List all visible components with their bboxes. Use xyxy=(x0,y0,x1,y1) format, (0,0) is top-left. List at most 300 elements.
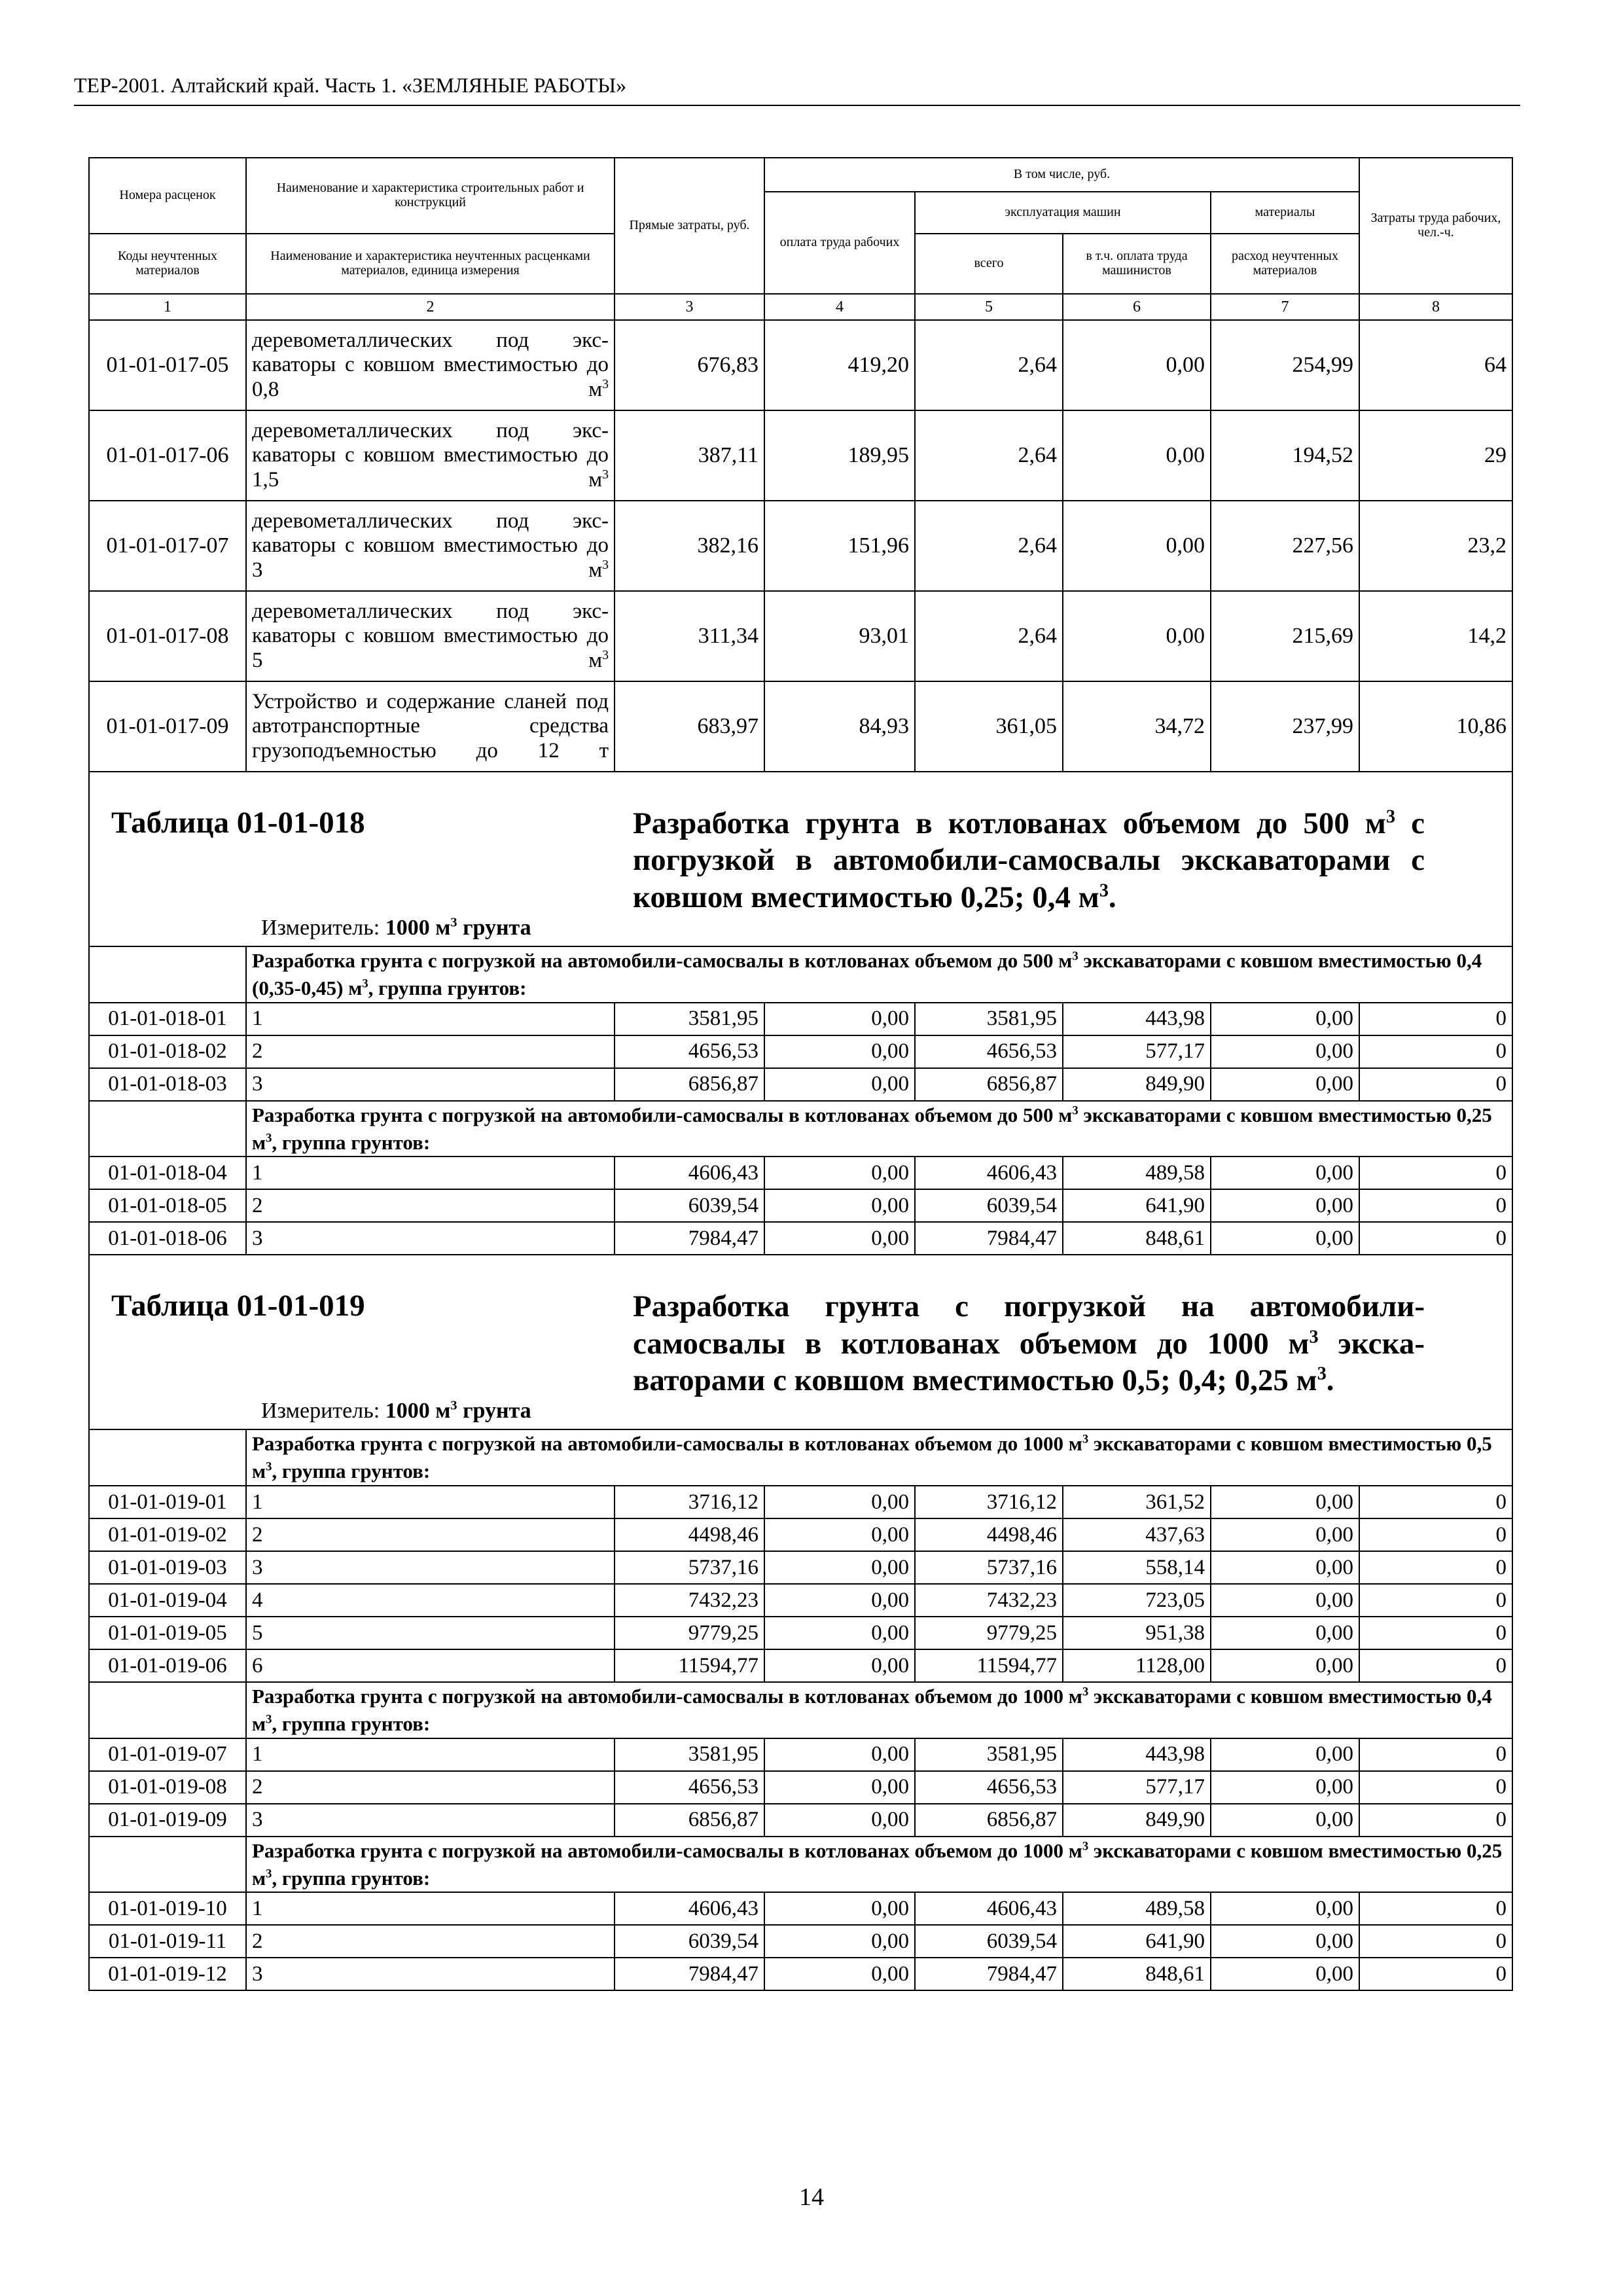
soil-group: 1 xyxy=(246,1486,615,1518)
rate-c3: 6039,54 xyxy=(615,1189,764,1222)
rate-c6: 951,38 xyxy=(1063,1617,1211,1649)
title-sup: 3 xyxy=(1385,806,1396,827)
rate-c8: 0 xyxy=(1359,1738,1512,1771)
rate-c8: 0 xyxy=(1359,1035,1512,1068)
soil-group: 3 xyxy=(246,1804,615,1837)
soil-group: 2 xyxy=(246,1771,615,1804)
soil-group: 2 xyxy=(246,1035,615,1068)
rate-code: 01-01-018-04 xyxy=(89,1157,246,1189)
rate-c7: 0,00 xyxy=(1211,1068,1359,1101)
unit-label: Измеритель: xyxy=(261,916,385,940)
rate-c8: 0 xyxy=(1359,1804,1512,1837)
rate-code: 01-01-019-03 xyxy=(89,1551,246,1584)
rate-row xyxy=(89,1035,1512,1068)
rate-c3: 4606,43 xyxy=(615,1892,764,1925)
rate-c6: 443,98 xyxy=(1063,1738,1211,1771)
section-title xyxy=(246,1682,1512,1738)
rate-row xyxy=(89,1771,1512,1804)
rate-row xyxy=(89,1738,1512,1771)
table-01-01-018-unit xyxy=(261,916,531,941)
rate-c4: 0,00 xyxy=(764,1771,915,1804)
header-col4: оплата труда рабочих xyxy=(764,192,915,294)
rate-c8: 0 xyxy=(1359,1584,1512,1617)
rate-code: 01-01-019-01 xyxy=(89,1486,246,1518)
rate-c3: 683,97 xyxy=(615,681,764,772)
rate-c3: 6856,87 xyxy=(615,1068,764,1101)
title-text: Разработка грунта с погрузкой на автомобили-самосвалы в котлованах объемом до 1000 м xyxy=(633,1289,1425,1361)
rate-c8: 0 xyxy=(1359,1925,1512,1958)
header-col3: Прямые затраты, руб. xyxy=(615,158,764,294)
column-number: 3 xyxy=(615,294,764,320)
table-01-01-019-number: Таблица 01-01-019 xyxy=(111,1289,365,1323)
rate-row xyxy=(89,1925,1512,1958)
header-rule xyxy=(74,105,1520,106)
rate-code: 01-01-019-02 xyxy=(89,1518,246,1551)
table-01-01-019-head-row xyxy=(89,1255,1512,1429)
section-sup: 3 xyxy=(1082,1685,1089,1699)
rate-c7: 254,99 xyxy=(1211,320,1359,410)
section-title xyxy=(246,1429,1512,1486)
rate-c7: 215,69 xyxy=(1211,591,1359,681)
rate-name xyxy=(246,501,615,591)
table-01-01-018-title xyxy=(633,805,1425,916)
column-number: 1 xyxy=(89,294,246,320)
section-title xyxy=(246,946,1512,1003)
unit-sup: 3 xyxy=(450,915,457,930)
unit-value-text: грунта xyxy=(457,1399,531,1424)
section-title-text: Разработка грунта с погрузкой на автомобили-самосвалы в котлованах объемом до 1000 м xyxy=(252,1685,1082,1708)
rate-c6: 0,00 xyxy=(1063,501,1211,591)
rate-c5: 6856,87 xyxy=(915,1068,1063,1101)
header-col1-bottom: Коды неучтенных материалов xyxy=(89,234,246,294)
rate-c6: 1128,00 xyxy=(1063,1649,1211,1682)
header-col8: Затраты труда рабочих, чел.-ч. xyxy=(1359,158,1512,294)
section-sup: 3 xyxy=(266,1131,272,1145)
rate-code: 01-01-019-07 xyxy=(89,1738,246,1771)
rate-name-sup: 3 xyxy=(602,376,609,391)
rate-c5: 9779,25 xyxy=(915,1617,1063,1649)
rate-c3: 4498,46 xyxy=(615,1518,764,1551)
soil-group: 6 xyxy=(246,1649,615,1682)
rate-c8: 23,2 xyxy=(1359,501,1512,591)
rate-code: 01-01-019-12 xyxy=(89,1958,246,1990)
rate-c7: 0,00 xyxy=(1211,1925,1359,1958)
rate-name-text: деревометаллических под экскаваторы с ковшом вместимостью до 0,8 м xyxy=(252,328,609,401)
rate-name-sup: 3 xyxy=(602,467,609,482)
rate-name xyxy=(246,681,615,772)
rate-name-text: Устройство и содержание сланей под автотранспортные средства грузоподъемностью до 12 т xyxy=(252,689,609,762)
rate-c4: 84,93 xyxy=(764,681,915,772)
rate-c6: 848,61 xyxy=(1063,1958,1211,1990)
section-code-empty xyxy=(89,1682,246,1738)
rate-c5: 6856,87 xyxy=(915,1804,1063,1837)
rate-c3: 5737,16 xyxy=(615,1551,764,1584)
rate-c7: 0,00 xyxy=(1211,1617,1359,1649)
rate-c6: 0,00 xyxy=(1063,591,1211,681)
rate-c3: 7984,47 xyxy=(615,1222,764,1255)
rate-row xyxy=(89,1068,1512,1101)
table-01-01-019-head-wrap xyxy=(95,1255,1507,1429)
rate-c5: 6039,54 xyxy=(915,1189,1063,1222)
title-sup: 3 xyxy=(1309,1327,1319,1348)
section-title xyxy=(246,1837,1512,1893)
rate-c5: 5737,16 xyxy=(915,1551,1063,1584)
header-row-1 xyxy=(89,158,1512,192)
rate-c7: 227,56 xyxy=(1211,501,1359,591)
rate-c5: 4498,46 xyxy=(915,1518,1063,1551)
rate-row xyxy=(89,591,1512,681)
rate-code: 01-01-019-05 xyxy=(89,1617,246,1649)
column-number: 5 xyxy=(915,294,1063,320)
rate-c4: 0,00 xyxy=(764,1003,915,1035)
rate-c6: 577,17 xyxy=(1063,1771,1211,1804)
rate-c8: 29 xyxy=(1359,410,1512,501)
section-title-text: Разработка грунта с погрузкой на автомобили-самосвалы в котлованах объемом до 1000 м xyxy=(252,1839,1082,1862)
rate-row xyxy=(89,1649,1512,1682)
table-01-01-018-head-row xyxy=(89,772,1512,946)
rate-c4: 189,95 xyxy=(764,410,915,501)
column-number-row xyxy=(89,294,1512,320)
rate-c6: 489,58 xyxy=(1063,1157,1211,1189)
rate-c8: 0 xyxy=(1359,1551,1512,1584)
rate-c6: 848,61 xyxy=(1063,1222,1211,1255)
rate-c4: 419,20 xyxy=(764,320,915,410)
rate-row xyxy=(89,1892,1512,1925)
header-col7: расход неучтенных материалов xyxy=(1211,234,1359,294)
soil-group: 1 xyxy=(246,1003,615,1035)
section-title-text: , группа грунтов: xyxy=(272,1130,431,1154)
soil-group: 2 xyxy=(246,1925,615,1958)
rate-c3: 4656,53 xyxy=(615,1771,764,1804)
rate-name xyxy=(246,591,615,681)
section-sup: 3 xyxy=(1082,1433,1089,1447)
rate-c3: 387,11 xyxy=(615,410,764,501)
rate-c7: 0,00 xyxy=(1211,1003,1359,1035)
soil-group: 2 xyxy=(246,1189,615,1222)
rate-c4: 93,01 xyxy=(764,591,915,681)
rate-c6: 437,63 xyxy=(1063,1518,1211,1551)
section-row xyxy=(89,1837,1512,1893)
page-header: ТЕР-2001. Алтайский край. Часть 1. «ЗЕМЛЯНЫЕ РАБОТЫ» xyxy=(74,73,627,97)
rate-c5: 7984,47 xyxy=(915,1958,1063,1990)
rate-c7: 0,00 xyxy=(1211,1157,1359,1189)
section-sup: 3 xyxy=(1072,949,1079,963)
rate-code: 01-01-019-04 xyxy=(89,1584,246,1617)
column-number: 8 xyxy=(1359,294,1512,320)
column-number: 6 xyxy=(1063,294,1211,320)
rate-c5: 361,05 xyxy=(915,681,1063,772)
rate-c5: 2,64 xyxy=(915,410,1063,501)
rate-c7: 0,00 xyxy=(1211,1189,1359,1222)
section-title-text: Разработка грунта с погрузкой на автомобили-самосвалы в котлованах объемом до 1000 м xyxy=(252,1432,1082,1456)
rate-name-text: деревометаллических под экскаваторы с ковшом вместимостью до 1,5 м xyxy=(252,418,609,492)
rate-c6: 34,72 xyxy=(1063,681,1211,772)
rate-row xyxy=(89,1222,1512,1255)
rate-code: 01-01-018-01 xyxy=(89,1003,246,1035)
rate-row xyxy=(89,681,1512,772)
rate-name-sup: 3 xyxy=(602,647,609,662)
rate-c5: 4606,43 xyxy=(915,1892,1063,1925)
rate-name-sup: 3 xyxy=(602,557,609,572)
rate-row xyxy=(89,501,1512,591)
rate-c7: 0,00 xyxy=(1211,1649,1359,1682)
rate-c5: 6039,54 xyxy=(915,1925,1063,1958)
rate-row xyxy=(89,1518,1512,1551)
rate-c6: 641,90 xyxy=(1063,1925,1211,1958)
rate-c5: 7984,47 xyxy=(915,1222,1063,1255)
rate-code: 01-01-019-11 xyxy=(89,1925,246,1958)
title-text: Разработка грунта в котлованах объемом до 500 м xyxy=(633,806,1386,840)
rate-c4: 0,00 xyxy=(764,1617,915,1649)
section-sup: 3 xyxy=(362,977,368,991)
unit-sup: 3 xyxy=(450,1399,457,1414)
rate-c7: 194,52 xyxy=(1211,410,1359,501)
rate-c3: 6039,54 xyxy=(615,1925,764,1958)
rate-c8: 0 xyxy=(1359,1486,1512,1518)
rate-row xyxy=(89,1617,1512,1649)
section-title-text: экскаваторами с ковшом вместимостью 0,25 м xyxy=(252,1103,1492,1154)
rate-c4: 0,00 xyxy=(764,1518,915,1551)
rate-c6: 0,00 xyxy=(1063,410,1211,501)
rate-c3: 3716,12 xyxy=(615,1486,764,1518)
rate-c5: 2,64 xyxy=(915,591,1063,681)
rate-c7: 0,00 xyxy=(1211,1584,1359,1617)
rate-c7: 0,00 xyxy=(1211,1222,1359,1255)
rate-row xyxy=(89,1958,1512,1990)
section-sup: 3 xyxy=(266,1460,272,1474)
rate-c8: 0 xyxy=(1359,1892,1512,1925)
rate-c7: 0,00 xyxy=(1211,1035,1359,1068)
rate-c8: 0 xyxy=(1359,1649,1512,1682)
rate-c8: 64 xyxy=(1359,320,1512,410)
rate-c4: 0,00 xyxy=(764,1157,915,1189)
rate-code: 01-01-019-08 xyxy=(89,1771,246,1804)
rate-c3: 3581,95 xyxy=(615,1003,764,1035)
rate-c8: 0 xyxy=(1359,1068,1512,1101)
table-01-01-019-title xyxy=(633,1288,1425,1399)
section-title-text: Разработка грунта с погрузкой на автомобили-самосвалы в котлованах объемом до 500 м xyxy=(252,1103,1073,1126)
section-code-empty xyxy=(89,946,246,1003)
table-01-01-019-head xyxy=(89,1255,1512,1429)
rate-c8: 0 xyxy=(1359,1157,1512,1189)
section-row xyxy=(89,1429,1512,1486)
rate-c5: 4656,53 xyxy=(915,1771,1063,1804)
title-text: с погрузкой в автомобили-самосвалы экскаваторами с ковшом вместимостью 0,25; 0,4 м xyxy=(633,806,1425,914)
rate-c3: 7432,23 xyxy=(615,1584,764,1617)
rate-c6: 558,14 xyxy=(1063,1551,1211,1584)
rate-c4: 0,00 xyxy=(764,1035,915,1068)
rate-c7: 0,00 xyxy=(1211,1486,1359,1518)
title-sup: 3 xyxy=(1099,880,1109,901)
rate-c5: 4606,43 xyxy=(915,1157,1063,1189)
rate-c7: 0,00 xyxy=(1211,1771,1359,1804)
rate-row xyxy=(89,1804,1512,1837)
rate-c6: 641,90 xyxy=(1063,1189,1211,1222)
rate-c3: 4606,43 xyxy=(615,1157,764,1189)
rate-c3: 3581,95 xyxy=(615,1738,764,1771)
rate-c7: 0,00 xyxy=(1211,1892,1359,1925)
soil-group: 2 xyxy=(246,1518,615,1551)
rate-code: 01-01-019-06 xyxy=(89,1649,246,1682)
unit-value-text: грунта xyxy=(457,916,531,940)
rate-name-text: деревометаллических под экскаваторы с ковшом вместимостью до 5 м xyxy=(252,599,609,672)
unit-value xyxy=(385,1399,531,1423)
header-materials: материалы xyxy=(1211,192,1359,234)
rate-row xyxy=(89,410,1512,501)
rate-c4: 0,00 xyxy=(764,1649,915,1682)
rate-c4: 151,96 xyxy=(764,501,915,591)
rate-c5: 3581,95 xyxy=(915,1738,1063,1771)
unit-value xyxy=(385,916,531,940)
rate-code: 01-01-017-07 xyxy=(89,501,246,591)
rate-c8: 0 xyxy=(1359,1518,1512,1551)
rate-c8: 10,86 xyxy=(1359,681,1512,772)
rate-c4: 0,00 xyxy=(764,1925,915,1958)
header-col2-top: Наименование и характеристика строительных работ и конструкций xyxy=(246,158,615,234)
section-code-empty xyxy=(89,1101,246,1157)
rate-c8: 14,2 xyxy=(1359,591,1512,681)
section-title-text: экскаваторами с ковшом вместимостью 0,4 (0,35-0,45) м xyxy=(252,949,1482,999)
header-in-total: В том числе, руб. xyxy=(764,158,1359,192)
title-text: . xyxy=(1326,1363,1334,1398)
rate-row xyxy=(89,1486,1512,1518)
rate-c7: 0,00 xyxy=(1211,1518,1359,1551)
table-01-01-018-head xyxy=(89,772,1512,946)
section-sup: 3 xyxy=(266,1867,272,1881)
soil-group: 3 xyxy=(246,1222,615,1255)
section-sup: 3 xyxy=(266,1712,272,1727)
rate-c4: 0,00 xyxy=(764,1068,915,1101)
section-title-text: Разработка грунта с погрузкой на автомобили-самосвалы в котлованах объемом до 500 м xyxy=(252,949,1073,972)
rate-row xyxy=(89,1584,1512,1617)
rate-code: 01-01-018-05 xyxy=(89,1189,246,1222)
rate-c5: 3716,12 xyxy=(915,1486,1063,1518)
section-code-empty xyxy=(89,1429,246,1486)
rate-c6: 723,05 xyxy=(1063,1584,1211,1617)
rate-c8: 0 xyxy=(1359,1771,1512,1804)
column-number: 4 xyxy=(764,294,915,320)
section-title-text: экскаваторами с ковшом вместимостью 0,4 м xyxy=(252,1685,1492,1735)
rate-c7: 0,00 xyxy=(1211,1738,1359,1771)
section-title xyxy=(246,1101,1512,1157)
header-col5: всего xyxy=(915,234,1063,294)
rate-c5: 2,64 xyxy=(915,501,1063,591)
rate-code: 01-01-019-09 xyxy=(89,1804,246,1837)
rate-c7: 0,00 xyxy=(1211,1958,1359,1990)
rate-c4: 0,00 xyxy=(764,1584,915,1617)
section-sup: 3 xyxy=(1082,1839,1089,1854)
rate-c4: 0,00 xyxy=(764,1738,915,1771)
table-01-01-019-unit xyxy=(261,1399,531,1424)
rate-c3: 4656,53 xyxy=(615,1035,764,1068)
column-number: 7 xyxy=(1211,294,1359,320)
soil-group: 1 xyxy=(246,1157,615,1189)
unit-value-text: 1000 м xyxy=(385,916,451,940)
section-title-text: , группа грунтов: xyxy=(272,1866,431,1890)
page-number: 14 xyxy=(799,2183,824,2211)
rate-c4: 0,00 xyxy=(764,1486,915,1518)
header-col2-bottom: Наименование и характеристика неучтенных расценками материалов, единица измерения xyxy=(246,234,615,294)
rate-c7: 0,00 xyxy=(1211,1804,1359,1837)
rate-c3: 11594,77 xyxy=(615,1649,764,1682)
rate-c8: 0 xyxy=(1359,1222,1512,1255)
rate-c4: 0,00 xyxy=(764,1551,915,1584)
title-sup: 3 xyxy=(1317,1363,1327,1384)
rate-c3: 9779,25 xyxy=(615,1617,764,1649)
rate-code: 01-01-017-08 xyxy=(89,591,246,681)
section-row xyxy=(89,946,1512,1003)
section-sup: 3 xyxy=(1072,1103,1079,1118)
rate-c3: 6856,87 xyxy=(615,1804,764,1837)
rate-row xyxy=(89,320,1512,410)
rate-c4: 0,00 xyxy=(764,1892,915,1925)
rate-c5: 4656,53 xyxy=(915,1035,1063,1068)
section-title-text: , группа грунтов: xyxy=(272,1460,431,1483)
rate-c8: 0 xyxy=(1359,1958,1512,1990)
rate-row xyxy=(89,1189,1512,1222)
rate-c3: 676,83 xyxy=(615,320,764,410)
header-col1-top: Номера расценок xyxy=(89,158,246,234)
rate-c4: 0,00 xyxy=(764,1958,915,1990)
rate-c6: 361,52 xyxy=(1063,1486,1211,1518)
rate-name-text: деревометаллических под экскаваторы с ковшом вместимостью до 3 м xyxy=(252,509,609,582)
soil-group: 1 xyxy=(246,1892,615,1925)
section-title-text: , группа грунтов: xyxy=(272,1712,431,1735)
rate-c4: 0,00 xyxy=(764,1804,915,1837)
rate-c4: 0,00 xyxy=(764,1222,915,1255)
rate-c5: 7432,23 xyxy=(915,1584,1063,1617)
soil-group: 3 xyxy=(246,1068,615,1101)
rate-c7: 0,00 xyxy=(1211,1551,1359,1584)
section-row xyxy=(89,1101,1512,1157)
header-machines: эксплуатация машин xyxy=(915,192,1211,234)
rate-c6: 849,90 xyxy=(1063,1068,1211,1101)
rate-row xyxy=(89,1003,1512,1035)
rate-code: 01-01-018-06 xyxy=(89,1222,246,1255)
rate-c6: 443,98 xyxy=(1063,1003,1211,1035)
title-text: экскаваторами с ковшом вместимостью 0,5; 0,4; 0,25 м xyxy=(633,1326,1425,1398)
section-title-text: экскаваторами с ковшом вместимостью 0,25 м xyxy=(252,1839,1503,1890)
rate-code: 01-01-017-09 xyxy=(89,681,246,772)
section-code-empty xyxy=(89,1837,246,1893)
rate-c6: 577,17 xyxy=(1063,1035,1211,1068)
rate-c6: 489,58 xyxy=(1063,1892,1211,1925)
column-number: 2 xyxy=(246,294,615,320)
rate-name xyxy=(246,410,615,501)
unit-label: Измеритель: xyxy=(261,1399,385,1424)
rate-c4: 0,00 xyxy=(764,1189,915,1222)
rate-c3: 382,16 xyxy=(615,501,764,591)
rate-c7: 237,99 xyxy=(1211,681,1359,772)
rate-row xyxy=(89,1157,1512,1189)
soil-group: 4 xyxy=(246,1584,615,1617)
rate-c5: 11594,77 xyxy=(915,1649,1063,1682)
table-01-01-018-number: Таблица 01-01-018 xyxy=(111,806,365,840)
rate-row xyxy=(89,1551,1512,1584)
rate-c6: 0,00 xyxy=(1063,320,1211,410)
rate-code: 01-01-018-03 xyxy=(89,1068,246,1101)
rate-c3: 7984,47 xyxy=(615,1958,764,1990)
table-01-01-018-head-wrap xyxy=(95,772,1507,946)
soil-group: 5 xyxy=(246,1617,615,1649)
rate-name xyxy=(246,320,615,410)
rate-code: 01-01-017-05 xyxy=(89,320,246,410)
rate-c5: 2,64 xyxy=(915,320,1063,410)
rate-c8: 0 xyxy=(1359,1189,1512,1222)
soil-group: 3 xyxy=(246,1551,615,1584)
soil-group: 3 xyxy=(246,1958,615,1990)
header-col6: в т.ч. оплата труда машинистов xyxy=(1063,234,1211,294)
